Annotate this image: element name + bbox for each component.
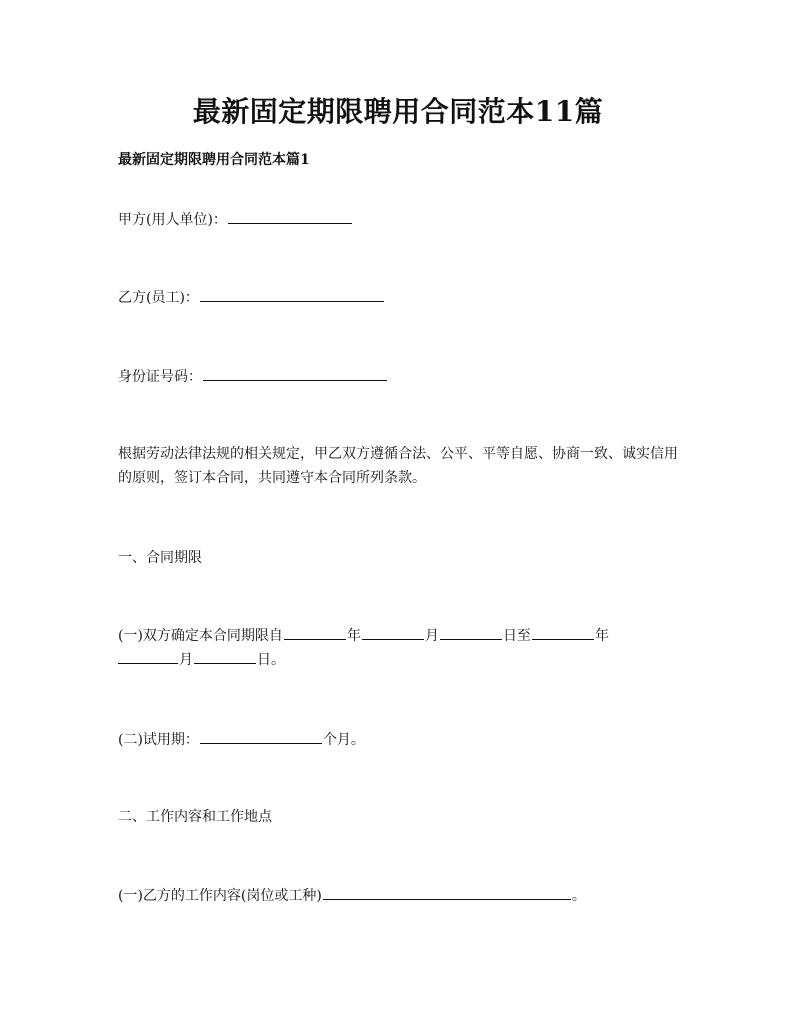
term-month1-label: 月 bbox=[424, 628, 439, 644]
term-month2-blank bbox=[118, 649, 178, 664]
id-number-label: 身份证号码： bbox=[118, 369, 202, 385]
job-content-prefix: (一)乙方的工作内容(岗位或工种) bbox=[118, 888, 322, 904]
term-year2-label: 年 bbox=[594, 628, 609, 644]
probation-line bbox=[118, 728, 365, 752]
section2-heading: 二、工作内容和工作地点 bbox=[118, 809, 272, 825]
term-month1-blank bbox=[362, 625, 424, 640]
probation-prefix: (二)试用期： bbox=[118, 732, 199, 748]
term-day1-blank bbox=[440, 625, 502, 640]
document-subtitle: 最新固定期限聘用合同范本篇1 bbox=[118, 152, 310, 168]
probation-blank bbox=[200, 729, 322, 744]
section1-heading: 一、合同期限 bbox=[118, 550, 202, 566]
term-line-1 bbox=[118, 624, 609, 648]
party-b-label: 乙方(员工)： bbox=[118, 290, 199, 306]
party-b-line bbox=[118, 286, 385, 310]
term-year2-blank bbox=[532, 625, 594, 640]
party-b-blank bbox=[200, 287, 384, 302]
intro-paragraph: 根据劳动法律法规的相关规定，甲乙双方遵循合法、公平、平等自愿、协商一致、诚实信用的原则，签订本合同，共同遵守本合同所列条款。 bbox=[118, 446, 678, 486]
id-number-line bbox=[118, 365, 388, 389]
id-number-blank bbox=[203, 366, 387, 381]
term-year1-blank bbox=[284, 625, 346, 640]
document-title: 最新固定期限聘用合同范本11篇 bbox=[192, 95, 604, 128]
term-prefix: (一)双方确定本合同期限自 bbox=[118, 628, 283, 644]
job-content-suffix: 。 bbox=[571, 888, 586, 904]
term-day2-label: 日。 bbox=[257, 652, 285, 668]
term-line-2 bbox=[118, 648, 285, 672]
job-content-blank bbox=[323, 885, 571, 900]
term-year1-label: 年 bbox=[346, 628, 361, 644]
party-a-blank bbox=[228, 209, 352, 224]
probation-suffix: 个月。 bbox=[322, 732, 365, 748]
job-content-line bbox=[118, 884, 586, 908]
party-a-line bbox=[118, 208, 353, 232]
party-a-label: 甲方(用人单位)： bbox=[118, 212, 227, 228]
term-month2-label: 月 bbox=[179, 652, 193, 668]
term-day-to-label: 日至 bbox=[502, 628, 531, 644]
term-day2-blank bbox=[194, 649, 256, 664]
